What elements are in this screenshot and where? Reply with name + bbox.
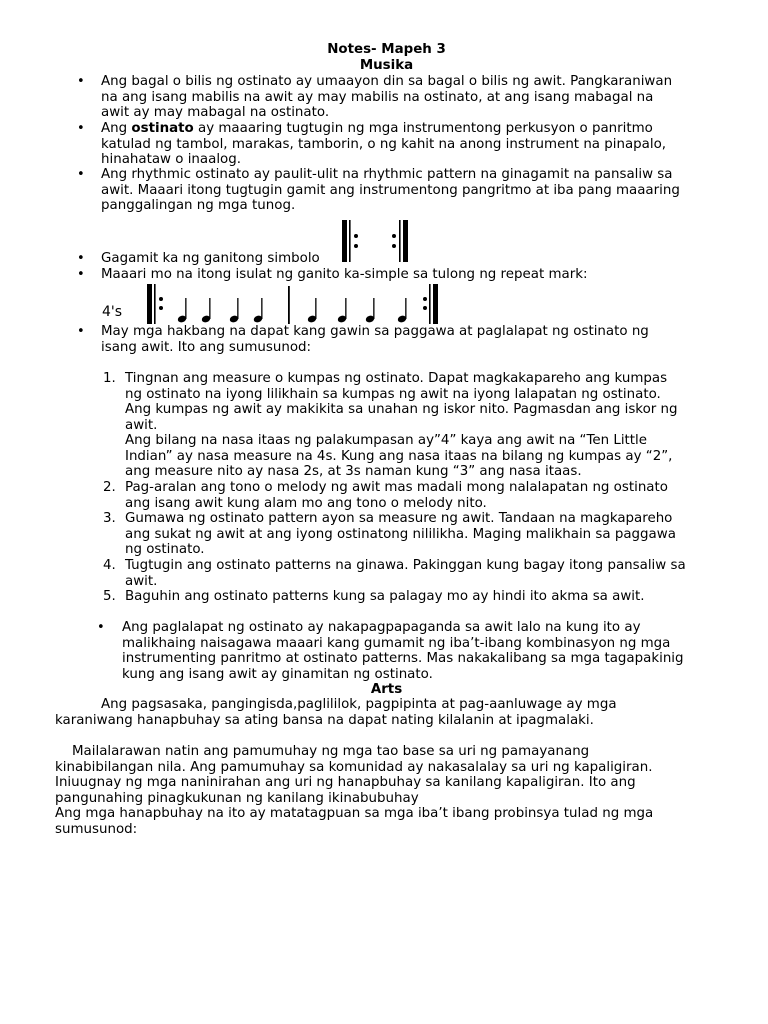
- repeat-dot: [392, 244, 396, 248]
- repeat-start-bar: [147, 284, 163, 324]
- quarter-note: [397, 298, 407, 323]
- time-signature-label: 4's: [102, 304, 123, 320]
- step-1-line-6: Indian” ay nasa measure na 4s. Kung ang nasa itaas na bilang ng kumpas ay “2”,: [125, 448, 673, 464]
- repeat-dot: [159, 306, 163, 310]
- thin-bar: [429, 284, 431, 324]
- bullet-2-line-1-rest: ay maaaring tugtugin ng mga instrumentong perkusyon o panritmo: [193, 121, 653, 136]
- arts-paragraph-2-line-4: pangunahing pinagkukunan ng kanilang ikinabubuhay: [55, 790, 419, 806]
- bold-term-ostinato: ostinato: [131, 121, 194, 136]
- thin-bar: [399, 220, 401, 262]
- thin-bar: [349, 220, 351, 262]
- bullet-marker: •: [77, 121, 85, 136]
- step-2-line-1: Pag-aralan ang tono o melody ng awit mas madali mong nalalapatan ng ostinato: [125, 480, 668, 495]
- arts-paragraph-2-line-2: kinabibilangan nila. Ang pamumuhay sa komunidad ay nakasalalay sa uri ng kapaligiran.: [55, 759, 653, 775]
- step-3-line-3: ng ostinato.: [125, 542, 205, 557]
- thick-bar: [342, 220, 347, 262]
- thin-bar: [154, 284, 156, 324]
- arts-paragraph-2-line-6: sumusunod:: [55, 821, 138, 837]
- quarter-note: [337, 298, 347, 323]
- repeat-dot: [354, 244, 358, 248]
- bullet-4-line-1: Gagamit ka ng ganitong simbolo: [101, 251, 320, 266]
- step-1-line-7: ang measure nito ay nasa 2s, at 3s naman kung “3” ang nasa itaas.: [125, 464, 582, 479]
- step-1-line-2: ng ostinato na iyong lilikhain sa kumpas ng awit na iyong lalapatan ng ostinato.: [125, 386, 661, 402]
- section-heading-arts: Arts: [370, 682, 403, 697]
- arts-paragraph-1-line-2: karaniwang hanapbuhay sa ating bansa na dapat nating kilalanin at ipagmalaki.: [55, 712, 594, 728]
- final-bullet-line-2: malikhaing naisagawa maaari kang gumamit ng iba’t-ibang kombinasyon ng mga: [122, 635, 671, 651]
- document-title: Notes- Mapeh 3: [327, 42, 446, 57]
- arts-paragraph-1-line-1: Ang pagsasaka, pangingisda,paglililok, pagpipinta at pag-aanluwage ay mga: [101, 697, 617, 712]
- quarter-note: [307, 298, 317, 323]
- section-heading-musika: Musika: [359, 58, 414, 73]
- repeat-end-bar: [423, 284, 438, 324]
- quarter-note: [229, 298, 239, 323]
- quarter-note: [253, 298, 263, 323]
- bullet-1-line-3: awit ay may mabagal na ostinato.: [101, 105, 330, 120]
- bullet-5-line-1: Maaari mo na itong isulat ng ganito ka-simple sa tulong ng repeat mark:: [101, 267, 588, 282]
- arts-paragraph-2-line-3: Iniuugnay ng mga naninirahan ang uri ng hanapbuhay sa kanilang kapaligiran. Ito ang: [55, 775, 636, 790]
- bullet-marker: •: [77, 167, 85, 182]
- quarter-note: [365, 298, 375, 323]
- bullet-marker: •: [77, 324, 85, 339]
- bullet-3-line-1: Ang rhythmic ostinato ay paulit-ulit na rhythmic pattern na ginagamit na pansaliw sa: [101, 167, 673, 182]
- bullet-6-line-1: May mga hakbang na dapat kang gawin sa paggawa at paglalapat ng ostinato ng: [101, 324, 649, 339]
- rhythm-notation: [140, 284, 440, 326]
- bullet-1-line-1: Ang bagal o bilis ng ostinato ay umaayon din sa bagal o bilis ng awit. Pangkaraniwan: [101, 74, 673, 89]
- step-number: 2.: [103, 480, 116, 495]
- bullet-marker: •: [77, 251, 85, 266]
- step-4-line-1: Tugtugin ang ostinato patterns na ginawa. Pakinggan kung bagay itong pansaliw sa: [125, 558, 686, 573]
- step-4-line-2: awit.: [125, 573, 158, 589]
- step-number: 1.: [103, 371, 116, 386]
- step-3-line-2: ang sukat ng awit at ang iyong ostinatong nililikha. Maging malikhain sa paggawa: [125, 526, 676, 542]
- step-1-line-3: Ang kumpas ng awit ay makikita sa unahan ng iskor nito. Pagmasdan ang iskor ng: [125, 402, 678, 417]
- bullet-6-line-2: isang awit. Ito ang sumusunod:: [101, 339, 312, 355]
- step-number: 4.: [103, 558, 116, 573]
- bullet-2-line-3: hinahataw o inaalog.: [101, 152, 241, 167]
- bar-line: [288, 286, 290, 324]
- bullet-marker: •: [97, 620, 105, 635]
- bullet-marker: •: [77, 267, 85, 282]
- final-bullet-line-3: instrumenting panritmo at ostinato patterns. Mas nakakalibang sa mga tagapakinig: [122, 651, 684, 666]
- step-3-line-1: Gumawa ng ostinato pattern ayon sa measure ng awit. Tandaan na magkapareho: [125, 511, 673, 526]
- step-1-line-1: Tingnan ang measure o kumpas ng ostinato. Dapat magkakapareho ang kumpas: [125, 371, 668, 386]
- bullet-2-line-1: [101, 121, 653, 137]
- step-number: 5.: [103, 589, 116, 604]
- repeat-dot: [392, 234, 396, 238]
- arts-paragraph-2-line-5: Ang mga hanapbuhay na ito ay matatagpuan sa mga iba’t ibang probinsya tulad ng mga: [55, 806, 654, 821]
- thick-bar: [147, 284, 152, 324]
- quarter-note: [201, 298, 211, 323]
- final-bullet-line-1: Ang paglalapat ng ostinato ay nakapagpapaganda sa awit lalo na kung ito ay: [122, 620, 641, 635]
- repeat-dot: [423, 306, 427, 310]
- repeat-start-symbol: [340, 220, 366, 262]
- repeat-dot: [354, 234, 358, 238]
- arts-paragraph-2-line-1: Mailalarawan natin ang pamumuhay ng mga tao base sa uri ng pamayanang: [72, 744, 590, 759]
- bullet-1-line-2: na ang isang mabilis na awit ay may mabilis na ostinato, at ang isang mabagal na: [101, 89, 654, 105]
- step-2-line-2: ang isang awit kung alam mo ang tono o melody nito.: [125, 495, 487, 511]
- step-5-line-1: Baguhin ang ostinato patterns kung sa palagay mo ay hindi ito akma sa awit.: [125, 589, 645, 604]
- bullet-2-prefix: Ang: [101, 121, 132, 136]
- repeat-end-symbol: [390, 220, 414, 262]
- step-number: 3.: [103, 511, 116, 526]
- quarter-note: [177, 298, 187, 323]
- bullet-3-line-2: awit. Maaari itong tugtugin gamit ang instrumentong pangritmo at iba pang maaaring: [101, 182, 680, 198]
- thick-bar: [403, 220, 408, 262]
- repeat-dot: [159, 297, 163, 301]
- bullet-3-line-3: panggalingan ng mga tunog.: [101, 198, 296, 213]
- bullet-marker: •: [77, 74, 85, 89]
- step-1-line-4: awit.: [125, 417, 158, 433]
- thick-bar: [433, 284, 438, 324]
- step-1-line-5: Ang bilang na nasa itaas ng palakumpasan ay”4” kaya ang awit na “Ten Little: [125, 433, 648, 448]
- repeat-dot: [423, 297, 427, 301]
- bullet-2-line-2: katulad ng tambol, marakas, tamborin, o ng kahit na anong instrument na pinapalo,: [101, 136, 667, 152]
- final-bullet-line-4: kung ang isang awit ay ginamitan ng ostinato.: [122, 666, 433, 682]
